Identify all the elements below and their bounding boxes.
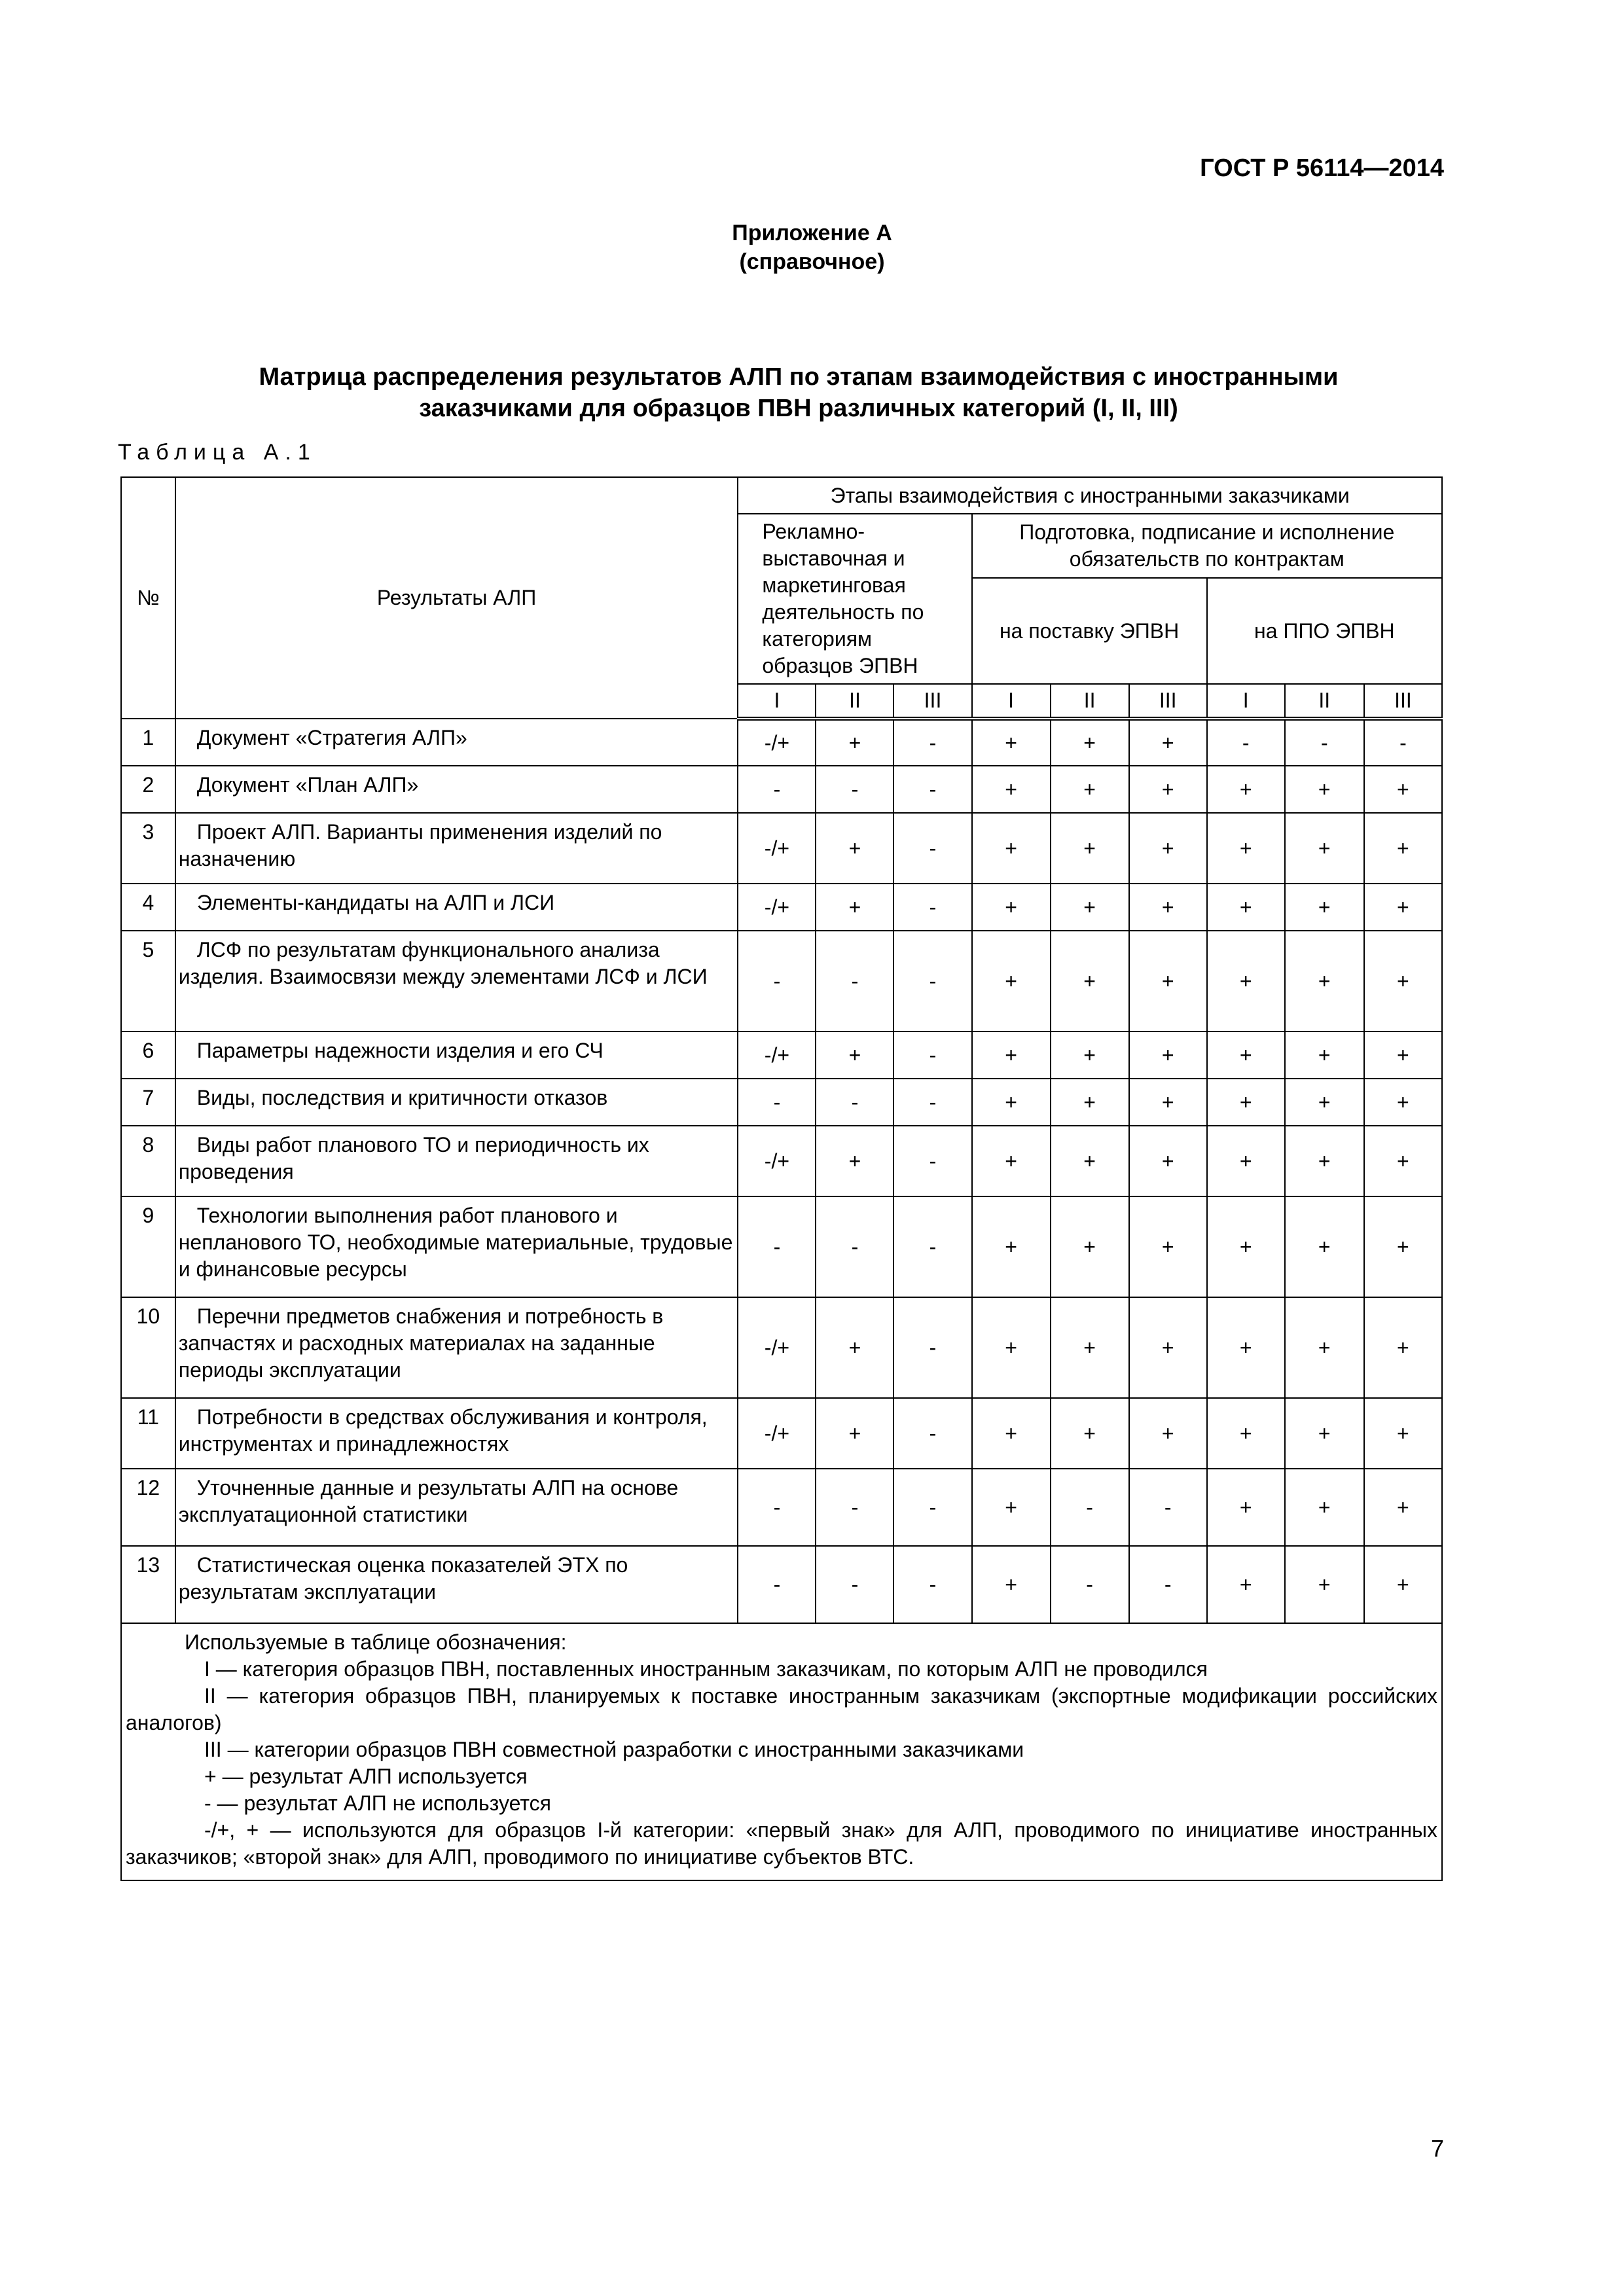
usage-mark: - [816, 1469, 893, 1546]
usage-mark: - [738, 1469, 816, 1546]
usage-mark: - [893, 1196, 971, 1297]
usage-mark: - [816, 931, 893, 1031]
appendix-kind: (справочное) [739, 249, 885, 274]
usage-mark: + [1207, 931, 1285, 1031]
row-result: Документ «План АЛП» [175, 766, 738, 813]
usage-mark: + [972, 813, 1051, 884]
usage-mark: + [972, 1196, 1051, 1297]
legend-category-1: I — категория образцов ПВН, поставленных иностранным заказчикам, по которым АЛП не проводился [204, 1657, 1208, 1681]
usage-mark: + [1207, 884, 1285, 931]
usage-mark: + [1285, 1031, 1364, 1079]
usage-mark: + [1207, 1126, 1285, 1196]
usage-mark: -/+ [738, 1031, 816, 1079]
usage-mark: -/+ [738, 1126, 816, 1196]
header-contracts: Подготовка, подписание и исполнение обязательств по контрактам [972, 514, 1442, 578]
usage-mark: + [1285, 1079, 1364, 1126]
row-result: Технологии выполнения работ планового и непланового ТО, необходимые материальные, трудовые и финансовые ресурсы [175, 1196, 738, 1297]
header-category: II [816, 684, 893, 719]
header-category: I [972, 684, 1051, 719]
usage-mark: - [893, 813, 971, 884]
header-category: III [893, 684, 971, 719]
header-stages: Этапы взаимодействия с иностранными заказчиками [738, 477, 1442, 514]
header-category: I [1207, 684, 1285, 719]
header-supply: на поставку ЭПВН [972, 578, 1207, 684]
usage-mark: -/+ [738, 719, 816, 766]
matrix-body [121, 719, 1442, 1623]
table-row [121, 931, 1442, 1031]
usage-mark: + [1364, 1196, 1442, 1297]
usage-mark: - [816, 1079, 893, 1126]
usage-mark: + [1364, 1469, 1442, 1546]
usage-mark: - [893, 1079, 971, 1126]
row-result: ЛСФ по результатам функционального анализа изделия. Взаимосвязи между элементами ЛСФ и ЛСИ [175, 931, 738, 1031]
row-result: Виды, последствия и критичности отказов [175, 1079, 738, 1126]
header-results: Результаты АЛП [175, 477, 738, 719]
legend [121, 1623, 1442, 1880]
usage-mark: - [1364, 719, 1442, 766]
table-label: Таблица А.1 [118, 440, 317, 465]
usage-mark: + [1285, 1196, 1364, 1297]
usage-mark: + [1129, 884, 1207, 931]
usage-mark: + [816, 1126, 893, 1196]
usage-mark: - [1129, 1546, 1207, 1623]
row-number: 3 [121, 813, 175, 884]
usage-mark: + [816, 1297, 893, 1398]
usage-mark: - [738, 1546, 816, 1623]
usage-mark: - [893, 719, 971, 766]
row-number: 10 [121, 1297, 175, 1398]
usage-mark: - [893, 1126, 971, 1196]
usage-mark: + [972, 1126, 1051, 1196]
usage-mark: + [1285, 766, 1364, 813]
usage-mark: - [738, 766, 816, 813]
table-row [121, 813, 1442, 884]
legend-category-2: II — категория образцов ПВН, планируемых к поставке иностранным заказчикам (экспортные модификации российских аналогов) [126, 1684, 1437, 1734]
usage-mark: + [816, 719, 893, 766]
table-row [121, 884, 1442, 931]
row-result: Виды работ планового ТО и периодичность их проведения [175, 1126, 738, 1196]
row-number: 7 [121, 1079, 175, 1126]
row-number: 9 [121, 1196, 175, 1297]
usage-mark: + [1051, 719, 1129, 766]
usage-mark: + [1051, 1297, 1129, 1398]
usage-mark: - [893, 1546, 971, 1623]
legend-category-3: III — категории образцов ПВН совместной разработки с иностранными заказчиками [204, 1738, 1024, 1761]
legend-mixed: -/+, + — используются для образцов I-й категории: «первый знак» для АЛП, проводимого по инициативе иностранных заказчиков; «второй знак» для АЛП, проводимого по инициативе субъектов ВТС. [126, 1818, 1437, 1869]
usage-mark: + [972, 884, 1051, 931]
usage-mark: - [893, 1469, 971, 1546]
row-number: 11 [121, 1398, 175, 1469]
usage-mark: - [1051, 1546, 1129, 1623]
usage-mark: -/+ [738, 884, 816, 931]
usage-mark: + [1129, 1079, 1207, 1126]
usage-mark: + [972, 931, 1051, 1031]
usage-mark: + [972, 1079, 1051, 1126]
row-result: Параметры надежности изделия и его СЧ [175, 1031, 738, 1079]
header-category: II [1285, 684, 1364, 719]
header-advertising: Рекламно-выставочная и маркетинговая деятельность по категориям образцов ЭПВН [738, 514, 971, 684]
usage-mark: + [972, 1469, 1051, 1546]
usage-mark: -/+ [738, 1398, 816, 1469]
header-category: III [1129, 684, 1207, 719]
usage-mark: + [1207, 1469, 1285, 1546]
row-number: 13 [121, 1546, 175, 1623]
usage-mark: + [972, 1546, 1051, 1623]
usage-mark: + [1285, 1469, 1364, 1546]
usage-mark: + [1051, 884, 1129, 931]
usage-mark: + [1364, 1398, 1442, 1469]
usage-mark: + [1207, 1398, 1285, 1469]
usage-mark: + [1051, 813, 1129, 884]
legend-plus: + — результат АЛП используется [204, 1765, 528, 1788]
row-number: 12 [121, 1469, 175, 1546]
header-category: III [1364, 684, 1442, 719]
usage-mark: - [893, 1031, 971, 1079]
appendix-name: Приложение А [732, 221, 892, 245]
usage-mark: + [1285, 884, 1364, 931]
usage-mark: + [972, 1398, 1051, 1469]
table-row [121, 766, 1442, 813]
usage-mark: + [1285, 1398, 1364, 1469]
row-number: 4 [121, 884, 175, 931]
usage-mark: -/+ [738, 1297, 816, 1398]
usage-mark: + [1207, 1297, 1285, 1398]
usage-mark: - [1051, 1469, 1129, 1546]
usage-mark: + [1051, 1196, 1129, 1297]
table-title [144, 361, 1453, 424]
usage-mark: + [1207, 813, 1285, 884]
usage-mark: + [1364, 766, 1442, 813]
usage-mark: + [816, 1398, 893, 1469]
table-row [121, 1079, 1442, 1126]
usage-mark: - [816, 1196, 893, 1297]
usage-mark: + [1207, 1079, 1285, 1126]
usage-mark: + [1285, 1546, 1364, 1623]
table-row [121, 1031, 1442, 1079]
table-row [121, 1469, 1442, 1546]
page-number: 7 [1430, 2135, 1444, 2162]
row-result: Элементы-кандидаты на АЛП и ЛСИ [175, 884, 738, 931]
row-number: 6 [121, 1031, 175, 1079]
usage-mark: - [1129, 1469, 1207, 1546]
row-number: 8 [121, 1126, 175, 1196]
usage-mark: + [1285, 931, 1364, 1031]
usage-mark: + [1129, 1398, 1207, 1469]
usage-mark: + [1364, 884, 1442, 931]
usage-mark: + [1129, 1031, 1207, 1079]
usage-mark: + [972, 1031, 1051, 1079]
legend-intro: Используемые в таблице обозначения: [185, 1630, 567, 1654]
usage-mark: - [816, 1546, 893, 1623]
usage-mark: -/+ [738, 813, 816, 884]
table-row [121, 1297, 1442, 1398]
usage-mark: + [816, 884, 893, 931]
usage-mark: + [1051, 1126, 1129, 1196]
legend-minus: - — результат АЛП не используется [204, 1791, 551, 1815]
row-result: Уточненные данные и результаты АЛП на основе эксплуатационной статистики [175, 1469, 738, 1546]
usage-mark: + [1207, 1546, 1285, 1623]
row-result: Документ «Стратегия АЛП» [175, 719, 738, 766]
usage-mark: + [1051, 931, 1129, 1031]
usage-mark: + [1207, 766, 1285, 813]
usage-mark: + [1051, 766, 1129, 813]
usage-mark: + [1364, 1297, 1442, 1398]
usage-mark: + [1207, 1031, 1285, 1079]
alp-distribution-matrix [120, 476, 1443, 1881]
usage-mark: + [816, 1031, 893, 1079]
usage-mark: - [893, 1398, 971, 1469]
table-row [121, 719, 1442, 766]
table-row [121, 1126, 1442, 1196]
usage-mark: - [1285, 719, 1364, 766]
usage-mark: - [816, 766, 893, 813]
appendix-heading [0, 219, 1624, 276]
usage-mark: + [1129, 719, 1207, 766]
row-number: 5 [121, 931, 175, 1031]
usage-mark: + [816, 813, 893, 884]
header-number: № [121, 477, 175, 719]
usage-mark: + [1129, 1126, 1207, 1196]
usage-mark: - [893, 884, 971, 931]
usage-mark: - [738, 1079, 816, 1126]
usage-mark: + [1364, 813, 1442, 884]
usage-mark: + [1364, 1031, 1442, 1079]
usage-mark: + [1129, 813, 1207, 884]
usage-mark: - [893, 1297, 971, 1398]
header-ppo: на ППО ЭПВН [1207, 578, 1442, 684]
table-row [121, 1546, 1442, 1623]
usage-mark: + [1051, 1398, 1129, 1469]
row-result: Перечни предметов снабжения и потребность в запчастях и расходных материалах на заданные периоды эксплуатации [175, 1297, 738, 1398]
table-row [121, 1196, 1442, 1297]
usage-mark: + [1364, 1079, 1442, 1126]
usage-mark: + [1285, 813, 1364, 884]
usage-mark: + [1129, 931, 1207, 1031]
usage-mark: + [1051, 1031, 1129, 1079]
header-category: II [1051, 684, 1129, 719]
table-title-line-1: Матрица распределения результатов АЛП по этапам взаимодействия с иностранными [259, 363, 1339, 391]
usage-mark: - [1207, 719, 1285, 766]
header-category: I [738, 684, 816, 719]
usage-mark: + [1285, 1297, 1364, 1398]
row-result: Потребности в средствах обслуживания и контроля, инструментах и принадлежностях [175, 1398, 738, 1469]
usage-mark: + [1285, 1126, 1364, 1196]
usage-mark: + [972, 719, 1051, 766]
row-number: 1 [121, 719, 175, 766]
row-result: Статистическая оценка показателей ЭТХ по результатам эксплуатации [175, 1546, 738, 1623]
usage-mark: + [972, 766, 1051, 813]
usage-mark: + [1364, 1126, 1442, 1196]
table-title-line-2: заказчиками для образцов ПВН различных категорий (I, II, III) [419, 395, 1178, 422]
usage-mark: - [738, 931, 816, 1031]
usage-mark: + [1129, 1196, 1207, 1297]
usage-mark: + [1129, 766, 1207, 813]
usage-mark: + [972, 1297, 1051, 1398]
usage-mark: + [1364, 931, 1442, 1031]
usage-mark: + [1051, 1079, 1129, 1126]
usage-mark: - [893, 766, 971, 813]
table-row [121, 1398, 1442, 1469]
row-result: Проект АЛП. Варианты применения изделий по назначению [175, 813, 738, 884]
row-number: 2 [121, 766, 175, 813]
usage-mark: + [1364, 1546, 1442, 1623]
usage-mark: - [893, 931, 971, 1031]
usage-mark: - [738, 1196, 816, 1297]
usage-mark: + [1129, 1297, 1207, 1398]
document-code: ГОСТ Р 56114—2014 [1200, 154, 1444, 182]
usage-mark: + [1207, 1196, 1285, 1297]
